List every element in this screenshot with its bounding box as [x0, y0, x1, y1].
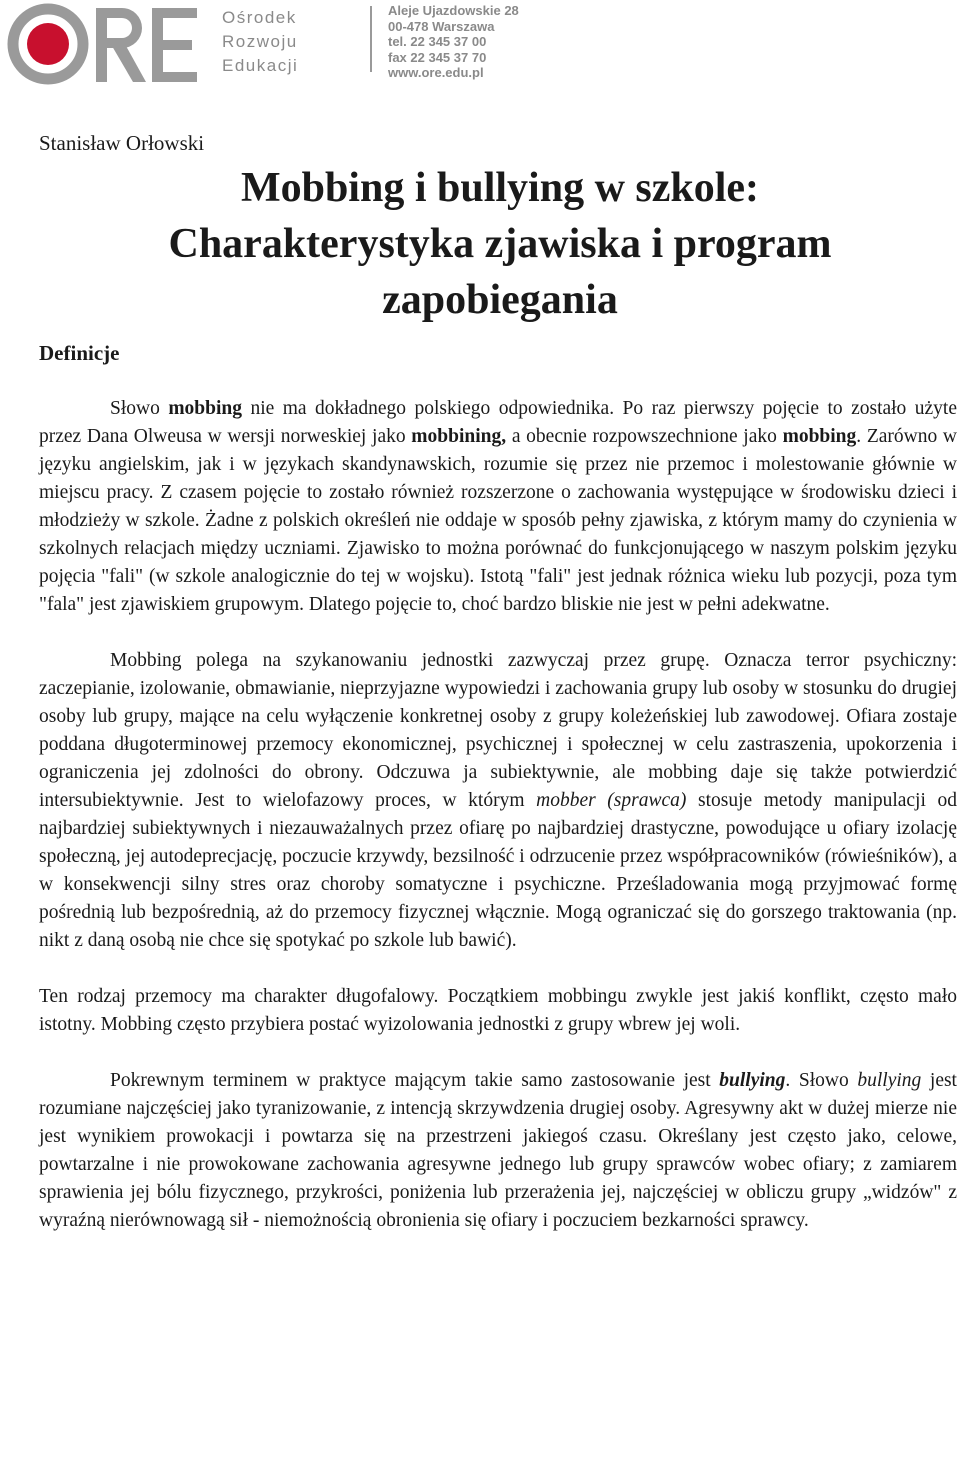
ore-logo — [0, 0, 205, 92]
text-run: . Zarówno w języku angielskim, jak i w językach skandynawskich, rozumie się przez nie przemoc i molestowanie głównie w miejscu pracy. Z czasem pojęcie to zostało również rozszerzone o zachowania występujące w środowisku dzieci i młodzieży w szkole. Żadne z polskich określeń nie oddaje w sposób pełny zjawiska, z którym mamy do czynienia w szkolnych relacjach między uczniami. Zjawisko to można porównać do funkcjonującego w naszym polskim języku pojęcia "fali" (w szkole analogicznie do tej w wojsku). Istotą "fali" jest jednak różnica wieku lub pozycji, poza tym "fala" jest zjawiskiem grupowym. Dlatego pojęcie to, choć bardzo bliskie nie jest w pełni adekwatne. — [39, 426, 958, 615]
contact-fax: fax 22 345 37 70 — [388, 49, 487, 65]
organization-name — [222, 6, 298, 78]
page-header — [0, 0, 960, 92]
contact-website: www.ore.edu.pl — [388, 65, 484, 80]
contact-city: 00-478 Warszawa — [388, 18, 495, 34]
section-heading: Definicje — [39, 341, 120, 365]
title-line: zapobiegania — [382, 277, 618, 323]
author-name: Stanisław Orłowski — [39, 131, 205, 155]
text-run: Mobbing polega na szykanowaniu jednostki zazwyczaj przez grupę. Oznacza terror psychiczny: zaczepianie, izolowanie, obmawianie, nieprzyjazne wypowiedzi i zachowania grupy lub osoby w stosunku do drugiej osoby lub grupy, mające na celu wyłączenie konkretnej osoby z grupy koleżeńskiej lub zawodowej. Ofiara zostaje poddana długoterminowej przemocy ekonomicznej, psychicznej i społecznej w celu zastraszenia, upokorzenia i ograniczenia jej zdolności do obrony. Odczuwa ja subiektywnie, ale mobbing daje się także potwierdzić intersubiektywnie. Jest to wielofazowy proces, w którym — [39, 650, 957, 811]
italic-term: mobber (sprawca) — [536, 790, 687, 811]
text-run: Ten rodzaj przemocy ma charakter długofalowy. Początkiem mobbingu zwykle jest jakiś konflikt, często mało istotny. Mobbing często przybiera postać wyizolowania jednostki z grupy wbrew jej woli. — [39, 986, 957, 1035]
body-paragraph — [39, 395, 957, 619]
org-name-line: Ośrodek — [222, 8, 297, 27]
body-paragraph — [39, 647, 957, 955]
italic-term: bullying — [857, 1070, 922, 1091]
contact-phone: tel. 22 345 37 00 — [388, 34, 487, 49]
text-run: nie ma dokładnego polskiego odpowiednika. Po raz pierwszy pojęcie to zostało użyte przez Dana Olweusa w wersji norweskiej jako — [39, 398, 957, 447]
body-text — [39, 395, 957, 1263]
org-name-line: Rozwoju — [222, 32, 298, 51]
title-line: Charakterystyka zjawiska i program — [168, 221, 832, 267]
body-paragraph — [39, 1067, 957, 1235]
emphasis-term: mobbing — [168, 398, 243, 419]
logo-letters — [96, 8, 197, 82]
text-run: Słowo — [110, 398, 169, 419]
org-name-line: Edukacji — [222, 56, 299, 75]
text-run: jest rozumiane najczęściej jako tyranizowanie, z intencją skrzywdzenia drugiej osoby. Agresywny akt w dużej mierze nie jest wynikiem prowokacji i powtarza się na przestrzeni jakiegoś czasu. Określany jest często jako, celowe, powtarzalne i nie prowokowane zachowania agresywne jednego lub grupy sprawców wobec ofiary; z zamiarem sprawienia jej bólu fizycznego, przykrości, poniżenia lub przerażenia jej, najczęściej w obliczu grupy „widzów" z wyraźną nierównowagą sił - niemożnością obronienia się ofiary i poczuciem bezkarności sprawcy. — [39, 1070, 957, 1231]
text-run: Pokrewnym terminem w praktyce mającym takie samo zastosowanie jest — [110, 1070, 720, 1091]
text-run: . Słowo — [785, 1070, 858, 1091]
text-run: a obecnie rozpowszechnione jako — [506, 426, 783, 447]
contact-block — [388, 3, 519, 81]
emphasis-term: bullying — [719, 1070, 786, 1091]
document-title — [100, 160, 900, 328]
text-run: stosuje metody manipulacji od najbardziej subiektywnych i niezauważalnych przez ofiarę po najbardziej drastyczne, powodujące u ofiary izolację społeczną, jej autodeprecjację, poczucie krzywdy, bezsilność i odrzucenie przez współpracowników (rówieśników), a w konsekwencji silny stres oraz choroby somatyczne i psychiczne. Prześladowania mogą przyjmować formę pośrednią lub bezpośrednią, aż do przemocy fizycznej włącznie. Mogą ograniczać się do gorszego traktowania (np. nikt z daną osobą nie chce się spotykać po szkole lub bawić). — [39, 790, 957, 951]
body-paragraph — [39, 983, 957, 1039]
title-line: Mobbing i bullying w szkole: — [240, 165, 760, 211]
emphasis-term: mobbining, — [411, 426, 507, 447]
header-divider — [370, 6, 372, 72]
emphasis-term: mobbing — [782, 426, 857, 447]
contact-address: Aleje Ujazdowskie 28 — [388, 3, 519, 18]
logo-red-dot — [27, 23, 69, 65]
